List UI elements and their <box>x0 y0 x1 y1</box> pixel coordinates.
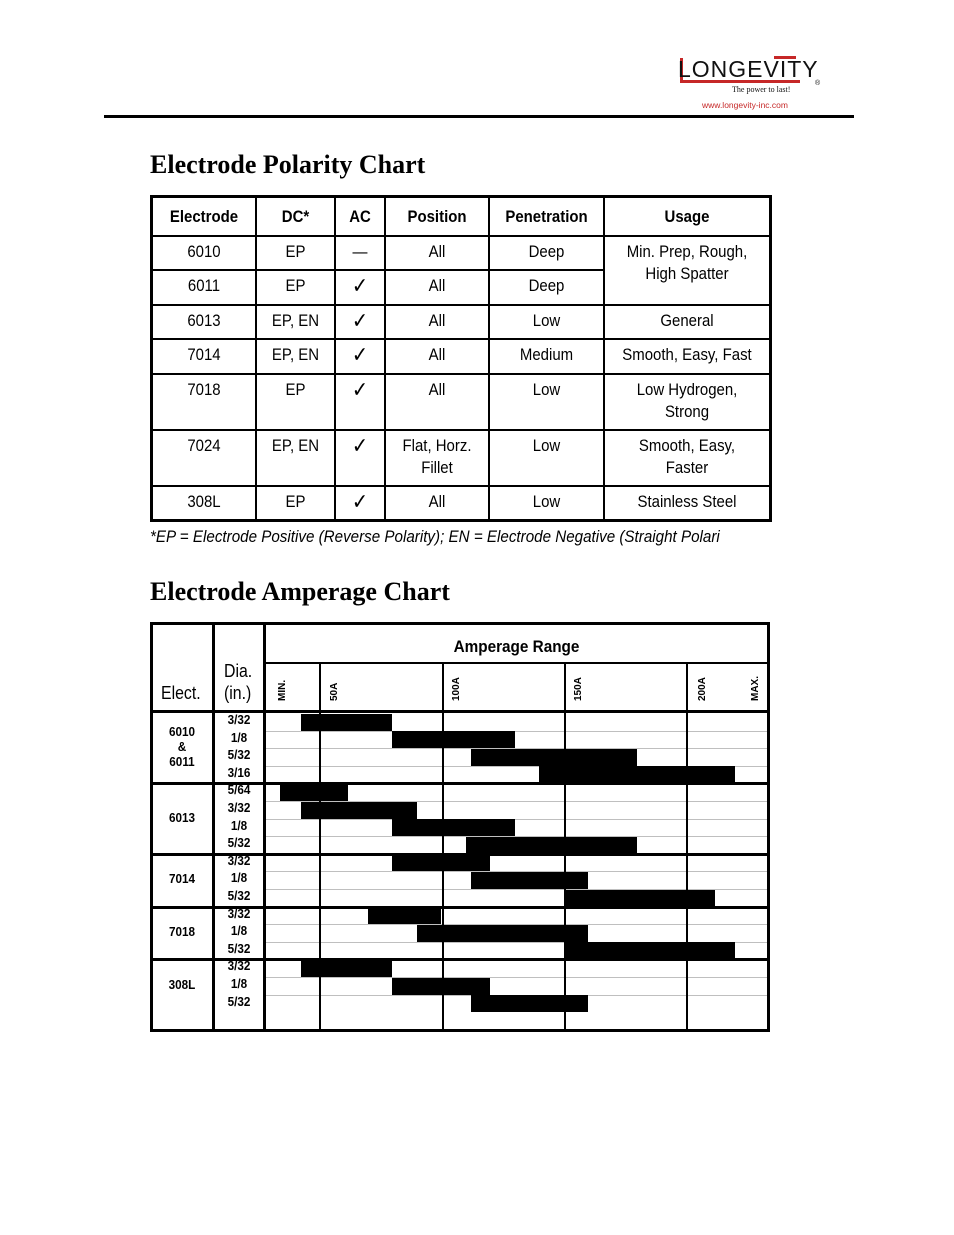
header-electrode: Electrode <box>169 206 239 226</box>
cell-ac: ✓ <box>351 273 369 298</box>
amperage-chart <box>150 622 770 1032</box>
amperage-range-bar <box>539 766 735 783</box>
dia-header-line2: (in.) <box>224 683 252 703</box>
column-divider <box>488 198 490 519</box>
dia-header-line1: Dia. <box>224 661 253 681</box>
column-divider <box>334 198 336 519</box>
amperage-range-bar <box>392 854 490 871</box>
row-gridline <box>266 819 767 820</box>
company-logo <box>678 52 828 114</box>
cell-penetration: Low <box>532 311 561 330</box>
cell-usage: Low Hydrogen, Strong <box>636 380 738 421</box>
diameter-label: 1/8 <box>230 817 248 833</box>
diameter-label: 5/64 <box>227 782 251 798</box>
elect-header: Elect. <box>161 683 201 703</box>
cell-position: All <box>428 380 446 399</box>
row-divider <box>153 338 769 340</box>
electrode-group-label: 7018 <box>168 924 196 939</box>
amperage-range-bar <box>417 925 588 942</box>
row-divider <box>153 304 769 306</box>
cell-position: All <box>428 345 446 364</box>
diameter-label: 1/8 <box>230 923 248 939</box>
polarity-chart-title: Electrode Polarity Chart <box>150 150 426 179</box>
electrode-group-label: 308L <box>168 976 196 992</box>
cell-electrode: 7018 <box>187 380 221 399</box>
amperage-range-bar <box>301 802 417 819</box>
row-gridline <box>266 959 767 960</box>
amperage-range-bar <box>301 960 392 977</box>
cell-usage: Min. Prep, Rough, High Spatter <box>626 242 748 283</box>
cell-electrode: 6010 <box>187 242 221 261</box>
dia-column-divider <box>263 625 266 1029</box>
cell-usage: Stainless Steel <box>637 492 737 511</box>
cell-electrode: 7014 <box>187 345 221 364</box>
column-divider <box>603 198 605 519</box>
cell-electrode: 6013 <box>187 311 221 330</box>
amperage-range-bar <box>471 872 588 889</box>
row-gridline <box>266 871 767 872</box>
amperage-range-bar <box>471 995 588 1012</box>
cell-penetration: Low <box>532 380 561 399</box>
cell-dc: EP, EN <box>271 436 320 455</box>
logo-tagline: The power to last! <box>732 85 791 94</box>
tick-label-100a: 100A <box>451 677 462 701</box>
cell-usage: Smooth, Easy, Fast <box>622 345 752 364</box>
row-divider <box>153 485 769 487</box>
row-divider <box>153 269 604 271</box>
diameter-label: 5/32 <box>227 888 251 903</box>
row-gridline <box>266 924 767 925</box>
electrode-group-label: 6013 <box>168 809 196 825</box>
row-gridline <box>266 783 767 784</box>
diameter-label: 5/32 <box>227 835 251 851</box>
diameter-label: 5/32 <box>227 993 251 1009</box>
row-gridline <box>266 907 767 908</box>
amperage-gridline <box>442 662 444 1029</box>
amperage-gridline <box>686 662 688 1029</box>
header-divider <box>104 115 854 118</box>
tick-label-min: MIN. <box>277 679 288 701</box>
row-divider <box>153 373 769 375</box>
cell-ac: ✓ <box>351 433 369 458</box>
header-penetration: Penetration <box>505 206 588 226</box>
elect-column-divider <box>212 625 215 1029</box>
cell-penetration: Low <box>532 492 561 511</box>
range-header-divider <box>266 662 767 664</box>
cell-penetration: Low <box>532 436 561 455</box>
row-gridline <box>266 889 767 890</box>
amperage-range-bar <box>368 907 441 924</box>
cell-penetration: Deep <box>528 242 565 261</box>
amperage-range-bar <box>564 890 716 907</box>
diameter-label: 3/32 <box>227 800 251 815</box>
amperage-range-bar <box>392 819 514 836</box>
row-gridline <box>266 731 767 732</box>
row-gridline <box>266 977 767 978</box>
diameter-label: 1/8 <box>230 976 248 991</box>
row-divider <box>153 429 769 431</box>
diameter-label: 3/32 <box>227 958 251 974</box>
row-gridline <box>266 995 767 996</box>
registered-mark: ® <box>815 80 821 87</box>
amperage-range-bar <box>301 714 392 731</box>
diameter-label: 3/16 <box>227 764 251 780</box>
cell-electrode: 6011 <box>187 276 221 295</box>
amperage-range-bar <box>471 749 637 766</box>
polarity-table <box>150 195 772 522</box>
header-dc: DC* <box>281 206 310 226</box>
diameter-label: 1/8 <box>230 870 248 886</box>
company-url-link[interactable]: www.longevity-inc.com <box>702 100 788 110</box>
diameter-label: 3/32 <box>227 712 251 727</box>
row-gridline <box>266 748 767 749</box>
cell-electrode: 7024 <box>187 436 221 455</box>
tick-label-150a: 150A <box>573 677 584 701</box>
cell-position: All <box>428 276 446 295</box>
cell-ac: ✓ <box>351 489 369 514</box>
tick-label-max: MAX. <box>750 676 761 701</box>
cell-penetration: Deep <box>528 276 565 295</box>
column-divider <box>255 198 257 519</box>
diameter-label: 3/32 <box>227 905 251 921</box>
cell-usage: Smooth, Easy, Faster <box>638 436 736 477</box>
cell-dc: EP <box>285 276 306 295</box>
row-gridline <box>266 801 767 802</box>
cell-position: All <box>428 311 446 330</box>
diameter-label: 5/32 <box>227 747 251 763</box>
amperage-range-bar <box>466 837 637 854</box>
cell-dc: EP <box>285 380 306 399</box>
header-usage: Usage <box>664 206 710 226</box>
row-gridline <box>266 836 767 837</box>
cell-usage: General <box>660 311 714 330</box>
cell-ac: ✓ <box>351 377 369 402</box>
electrode-group-label: 7014 <box>168 871 196 887</box>
cell-dc: EP, EN <box>271 345 320 364</box>
amperage-range-header: Amperage Range <box>453 637 580 656</box>
amperage-range-bar <box>564 942 735 959</box>
logo-text: LONGEVITY <box>678 56 819 82</box>
electrode-group-label: 6010 & 6011 <box>168 724 196 770</box>
diameter-label: 5/32 <box>227 940 251 956</box>
row-gridline <box>266 942 767 943</box>
cell-electrode: 308L <box>187 492 221 511</box>
cell-ac: — <box>352 242 368 261</box>
tick-label-200a: 200A <box>697 677 708 701</box>
cell-position: All <box>428 492 446 511</box>
diameter-label: 1/8 <box>230 729 248 745</box>
polarity-footnote: *EP = Electrode Positive (Reverse Polarity); EN = Electrode Negative (Straight Polari <box>150 528 720 546</box>
cell-dc: EP <box>285 492 306 511</box>
cell-ac: ✓ <box>351 342 369 367</box>
amperage-range-bar <box>280 784 348 801</box>
amperage-range-bar <box>392 978 490 995</box>
column-divider <box>384 198 386 519</box>
cell-dc: EP <box>285 242 306 261</box>
row-divider <box>153 235 769 237</box>
row-gridline <box>266 854 767 855</box>
row-gridline <box>266 766 767 767</box>
header-position: Position <box>407 206 467 226</box>
cell-dc: EP, EN <box>271 311 320 330</box>
amperage-range-bar <box>392 731 514 748</box>
diameter-label: 3/32 <box>227 852 251 868</box>
cell-penetration: Medium <box>519 345 574 364</box>
cell-ac: ✓ <box>351 308 369 333</box>
cell-position: Flat, Horz. Fillet <box>402 436 472 477</box>
tick-label-50a: 50A <box>329 682 340 701</box>
header-ac: AC <box>349 206 371 226</box>
cell-position: All <box>428 242 446 261</box>
amperage-chart-title: Electrode Amperage Chart <box>150 577 450 606</box>
